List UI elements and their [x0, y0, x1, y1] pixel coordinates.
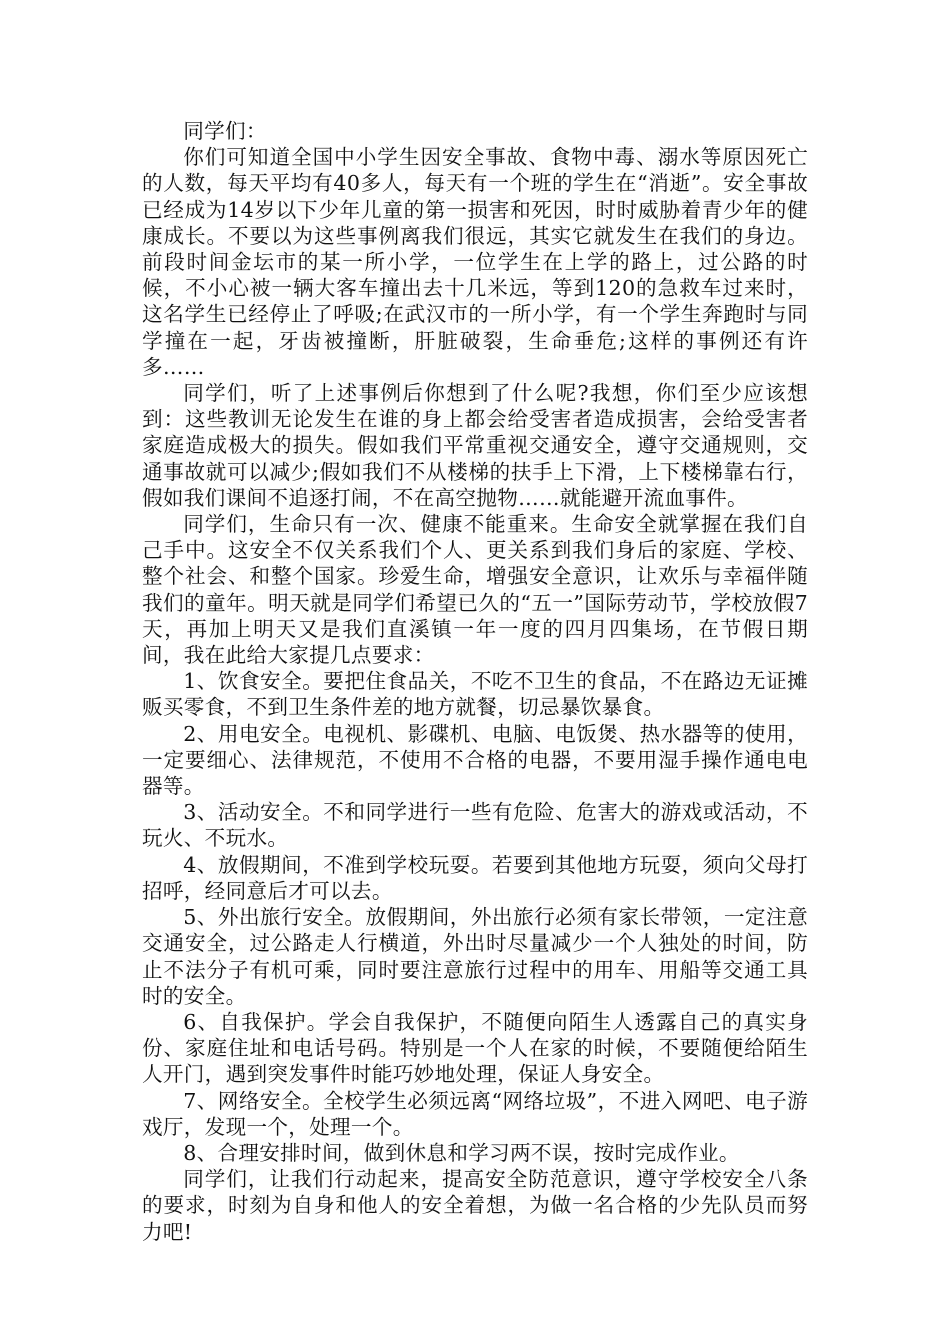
paragraph-requirements-intro: 同学们，生命只有一次、健康不能重来。生命安全就掌握在我们自己手中。这安全不仅关系我们个人、更关系到我们身后的家庭、学校、整个社会、和整个国家。珍爱生命，增强安全意识，让欢乐与幸福伴随我们的童年。明天就是同学们希望已久的“五一”国际劳动节，学校放假7天，再加上明天又是我们直溪镇一年一度的四月四集场，在节假日期间，我在此给大家提几点要求：: [142, 512, 808, 668]
list-item-travel-safety: 5、外出旅行安全。放假期间，外出旅行必须有家长带领，一定注意交通安全，过公路走人行横道，外出时尽量减少一个人独处的时间，防止不法分子有机可乘，同时要注意旅行过程中的用车、用船等交通工具时的安全。: [142, 905, 808, 1008]
document-body: [142, 118, 808, 1245]
list-item-electric-safety: 2、用电安全。电视机、影碟机、电脑、电饭煲、热水器等的使用，一定要细心、法律规范，不使用不合格的电器，不要用湿手操作通电电器等。: [142, 721, 808, 799]
paragraph-intro: 你们可知道全国中小学生因安全事故、食物中毒、溺水等原因死亡的人数，每天平均有40多人，每天有一个班的学生在“消逝”。安全事故已经成为14岁以下少年儿童的第一损害和死因，时时威胁着青少年的健康成长。不要以为这些事例离我们很远，其实它就发生在我们的身边。前段时间金坛市的某一所小学，一位学生在上学的路上，过公路的时候，不小心被一辆大客车撞出去十几米远，等到120的急救车过来时，这名学生已经停止了呼吸;在武汉市的一所小学，有一个学生奔跑时与同学撞在一起，牙齿被撞断，肝脏破裂，生命垂危;这样的事例还有许多……: [142, 145, 808, 379]
list-item-time-management: 8、合理安排时间，做到休息和学习两不误，按时完成作业。: [183, 1140, 740, 1165]
paragraph-reflection: 同学们，听了上述事例后你想到了什么呢?我想，你们至少应该想到：这些教训无论发生在谁的身上都会给受害者造成损害，会给受害者家庭造成极大的损失。假如我们平常重视交通安全，遵守交通规则，交通事故就可以减少;假如我们不从楼梯的扶手上下滑，上下楼梯靠右行，假如我们课间不追逐打闹，不在高空抛物……就能避开流血事件。: [142, 381, 808, 510]
list-item-self-protection: 6、自我保护。学会自我保护，不随便向陌生人透露自己的真实身份、家庭住址和电话号码。特别是一个人在家的时候，不要随便给陌生人开门，遇到突发事件时能巧妙地处理，保证人身安全。: [142, 1009, 808, 1087]
list-item-activity-safety: 3、活动安全。不和同学进行一些有危险、危害大的游戏或活动，不玩火、不玩水。: [142, 800, 808, 851]
list-item-school-visit: 4、放假期间，不准到学校玩耍。若要到其他地方玩耍，须向父母打招呼，经同意后才可以去。: [142, 852, 808, 903]
paragraph-closing: 同学们，让我们行动起来，提高安全防范意识，遵守学校安全八条的要求，时刻为自身和他人的安全着想，为做一名合格的少先队员而努力吧!: [142, 1167, 808, 1244]
greeting: 同学们：: [183, 119, 267, 143]
list-item-network-safety: 7、网络安全。全校学生必须远离“网络垃圾”，不进入网吧、电子游戏厅，发现一个，处理一个。: [142, 1088, 808, 1139]
list-item-food-safety: 1、饮食安全。要把住食品关，不吃不卫生的食品，不在路边无证摊贩买零食，不到卫生条件差的地方就餐，切忌暴饮暴食。: [142, 669, 808, 720]
